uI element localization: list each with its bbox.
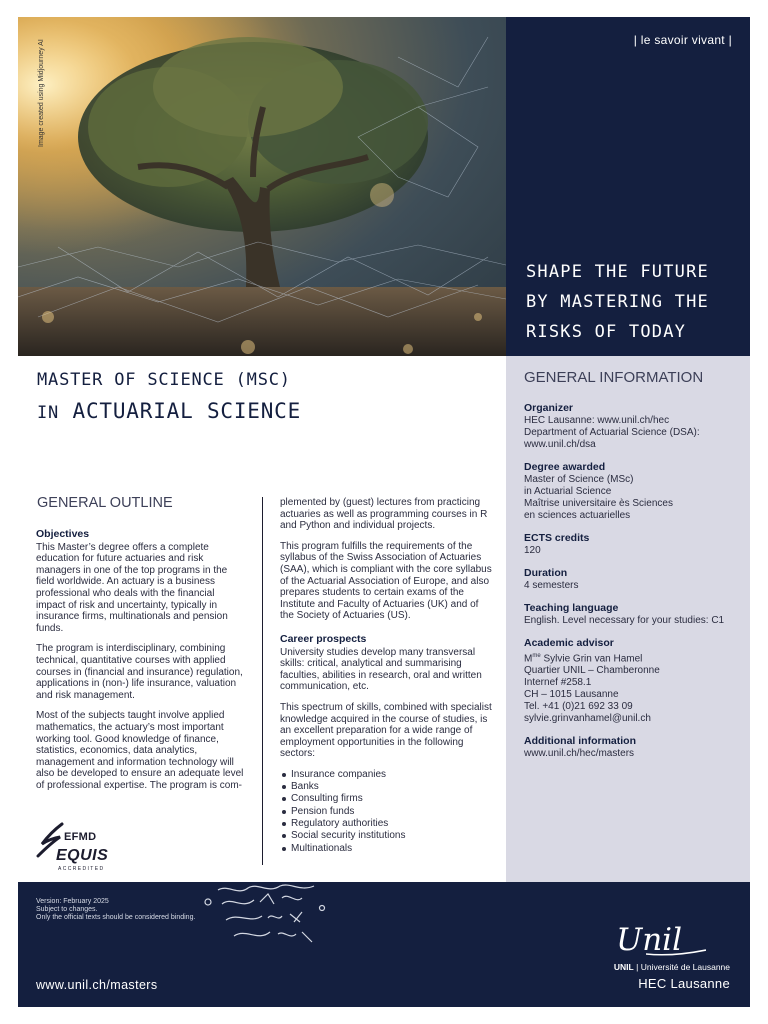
list-item: Consulting firms [280, 793, 492, 805]
advisor-prefix-sup: me [532, 653, 541, 659]
header-panel [506, 17, 750, 356]
info-list [524, 402, 744, 770]
advisor-prefix: M [524, 653, 533, 665]
footer-website[interactable]: www.unil.ch/masters [36, 978, 158, 992]
image-credit: Image created using Midjourney AI [38, 39, 45, 147]
info-value: www.unil.ch/dsa [524, 439, 596, 450]
info-value: 4 semesters [524, 580, 579, 591]
tagline: | le savoir vivant | [633, 33, 732, 47]
title-prefix: IN [37, 403, 60, 423]
info-organizer [524, 402, 744, 451]
hero-tree-image [18, 17, 506, 356]
version-line: Subject to changes. [36, 906, 98, 913]
unil-swoosh-icon [646, 946, 706, 958]
info-duration [524, 567, 744, 592]
footer [18, 882, 750, 1007]
info-value: CH – 1015 Lausanne [524, 689, 619, 701]
unil-logo [570, 922, 730, 996]
info-value: Maîtrise universitaire ès Sciences [524, 498, 673, 509]
title-line-1: MASTER OF SCIENCE (MSC) [37, 370, 291, 390]
slogan-line: SHAPE THE FUTURE [526, 262, 709, 282]
paragraph: This program fulfills the requirements of the syllabus of the Swiss Association of Actuaries (SAA), which is compliant with the core syllabus of the Actuarial Association of Europe, and also prepares students to certain exams of the Institute and Faculty of Actuaries (UK) and of the Society of Actuaries (US). [280, 540, 492, 622]
info-ects [524, 532, 744, 557]
list-item: Banks [280, 781, 492, 793]
sector-list [280, 769, 492, 855]
paragraph: This Master’s degree offers a complete education for future actuaries and risk managers in one of the top programs in the field worldwide. An actuary is a business professional who deals with the financial impact of risk and uncertainty, typically in insurance firms, multinationals and pension funds. [36, 541, 228, 634]
unil-separator: | [633, 962, 641, 972]
info-value: en sciences actuarielles [524, 510, 631, 521]
unil-abbr: UNIL [613, 962, 634, 972]
info-label: Academic advisor [524, 637, 614, 649]
equis-logo [36, 822, 126, 874]
accredited-text: ACCREDITED [58, 866, 105, 872]
info-value: in Actuarial Science [524, 486, 612, 497]
advisor-name [524, 650, 744, 665]
unil-name-line [614, 962, 730, 972]
info-label: Teaching language [524, 602, 619, 614]
slogan-line: BY MASTERING THE [526, 292, 709, 312]
info-value: Master of Science (MSc) [524, 474, 634, 485]
unil-full-name: Université de Lausanne [640, 962, 730, 972]
info-value: Tel. +41 (0)21 692 33 09 [524, 701, 633, 713]
list-item: Social security institutions [280, 830, 492, 842]
additional-link[interactable]: www.unil.ch/hec/masters [524, 748, 635, 760]
outline-column-2 [280, 497, 492, 855]
column-divider [262, 497, 263, 865]
career-heading: Career prospects [280, 632, 367, 645]
version-line: Only the official texts should be considered binding. [36, 914, 196, 921]
tree-illustration [18, 17, 506, 356]
general-information-panel [506, 356, 750, 882]
advisor-email[interactable]: sylvie.grinvanhamel@unil.ch [524, 713, 651, 725]
slogan-line: RISKS OF TODAY [526, 322, 687, 342]
info-value: Department of Actuarial Science (DSA): [524, 427, 700, 438]
info-value: Quartier UNIL – Chamberonne [524, 665, 660, 677]
paragraph: The program is interdisciplinary, combining technical, quantitative courses with applied courses in (financial and insurance) regulation, applications in (non-) life insurance, valuation and risk management. [36, 643, 243, 701]
advisor-name-text: Sylvie Grin van Hamel [540, 653, 643, 665]
info-advisor [524, 637, 744, 725]
info-value: HEC Lausanne: www.unil.ch/hec [524, 415, 670, 426]
hec-lausanne: HEC Lausanne [638, 976, 730, 991]
info-value: English. Level necessary for your studies: C1 [524, 615, 725, 626]
outline-column-1 [36, 529, 246, 800]
outline-heading: GENERAL OUTLINE [37, 495, 173, 511]
info-label: Degree awarded [524, 461, 606, 473]
title-line-2 [37, 395, 301, 429]
unil-wordmark: Unil [616, 922, 682, 958]
version-note [36, 898, 195, 922]
paragraph: Most of the subjects taught involve applied mathematics, the actuary’s most important working tool. Good knowledge of finance, statistics, economics, data analytics, management and information technology will also be developed to ensure an adequate level of professional expertise. The program is com- [36, 710, 244, 791]
paragraph: University studies develop many transversal skills: critical, analytical and summarising faculties, abilities in research, oral and written communication, etc. [280, 646, 482, 693]
info-value: 120 [524, 545, 541, 556]
paragraph: plemented by (guest) lectures from practicing actuaries as well as programming courses in R and Python and individual projects. [280, 497, 488, 532]
info-label: Duration [524, 567, 568, 579]
info-language [524, 602, 744, 627]
version-line: Version: February 2025 [36, 898, 109, 905]
efmd-text: EFMD [64, 831, 97, 843]
info-heading: GENERAL INFORMATION [524, 369, 704, 386]
info-label: ECTS credits [524, 532, 590, 544]
info-value: Internef #258.1 [524, 677, 592, 689]
objectives-heading: Objectives [36, 528, 90, 540]
info-additional [524, 735, 744, 760]
slogan [526, 257, 709, 347]
equis-text: EQUIS [56, 847, 109, 864]
list-item: Pension funds [280, 806, 492, 818]
formula-scribble-decoration [198, 882, 338, 952]
list-item: Multinationals [280, 843, 492, 855]
list-item: Insurance companies [280, 769, 492, 781]
info-label: Additional information [524, 735, 636, 748]
info-degree [524, 461, 744, 522]
paragraph: This spectrum of skills, combined with specialist knowledge acquired in the course of studies, is an excellent preparation for a wide range of employment opportunities in the following sectors: [280, 701, 492, 760]
list-item: Regulatory authorities [280, 818, 492, 830]
info-label: Organizer [524, 402, 574, 414]
program-title [37, 365, 301, 429]
title-main: ACTUARIAL SCIENCE [72, 399, 302, 423]
